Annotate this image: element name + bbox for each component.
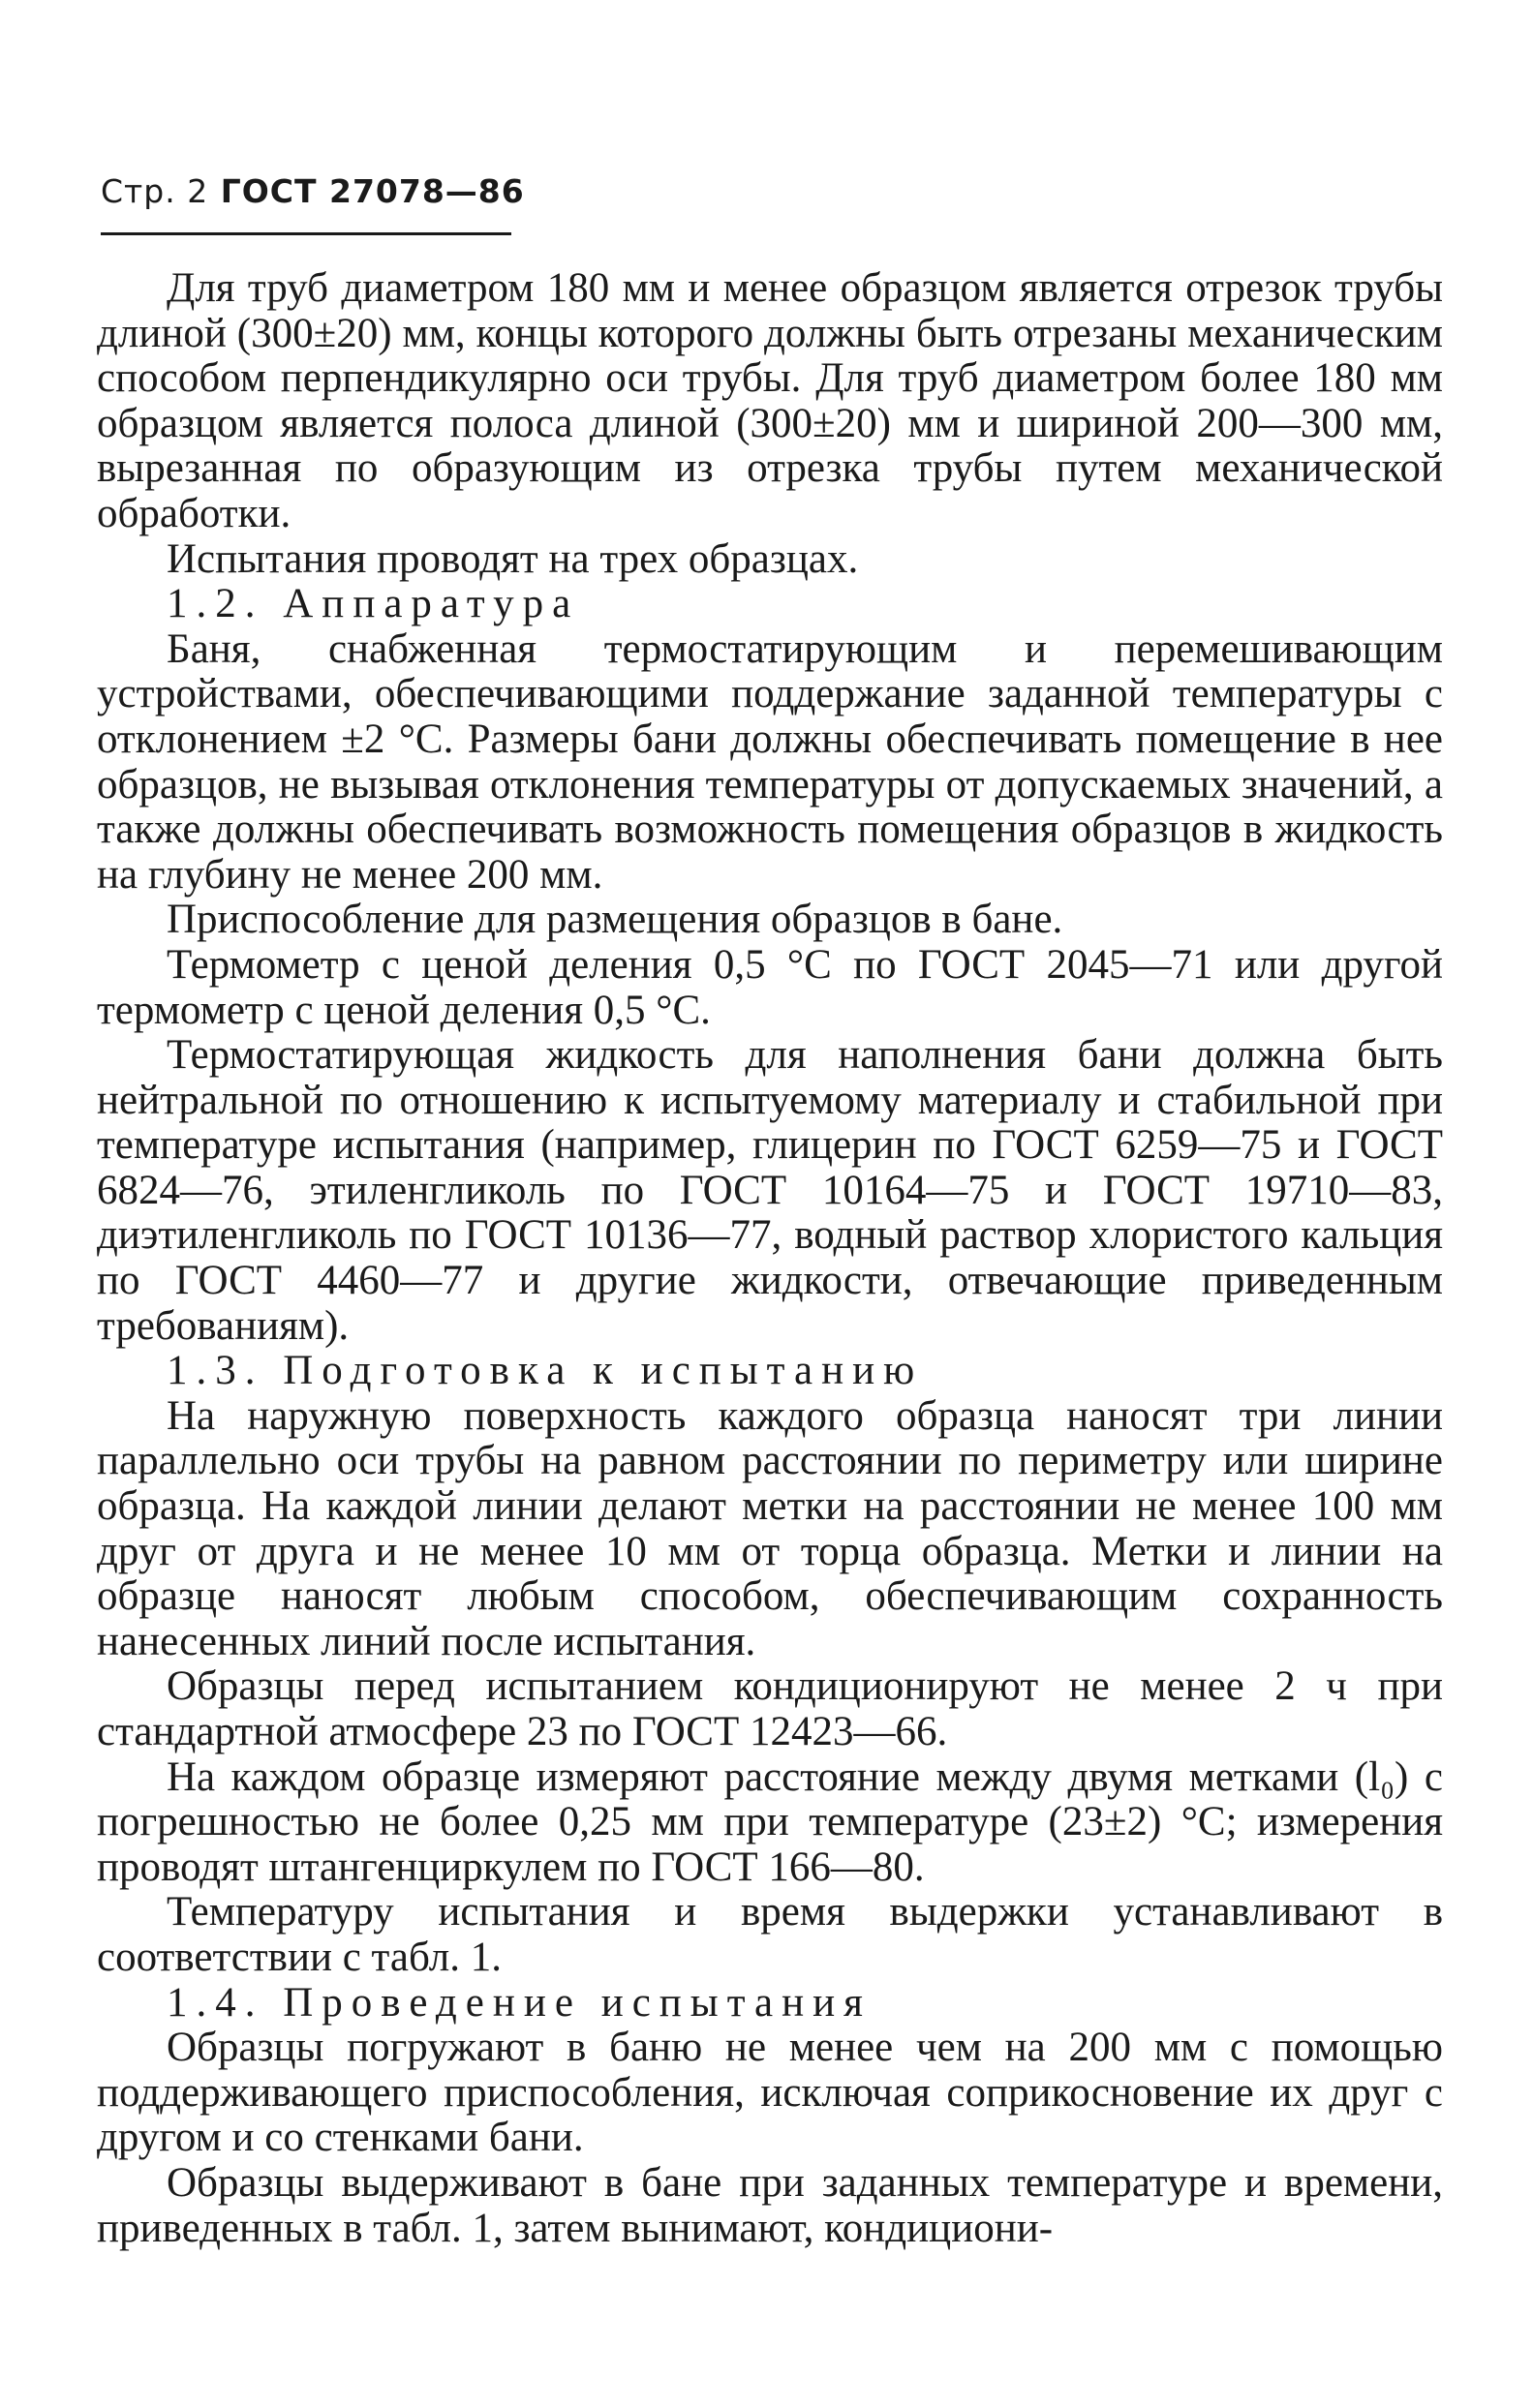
paragraph-thermometer: Термометр с ценой деления 0,5 °С по ГОСТ 2045—71 или другой термометр с ценой деления 0,5 °С. xyxy=(97,941,1443,1033)
header-rule xyxy=(101,232,511,235)
paragraph-exposure: Образцы выдерживают в бане при заданных температуре и времени, приведенных в табл. 1, затем вынимают, кондициони- xyxy=(97,2159,1443,2251)
paragraph-conditioning: Образцы перед испытанием кондиционируют не менее 2 ч при стандартной атмосфере 23 по ГОСТ 12423—66. xyxy=(97,1663,1443,1754)
paragraph-specimen: Для труб диаметром 180 мм и менее образцом является отрезок трубы длиной (300±20) мм, концы которого должны быть отрезаны механическим способом перпендикулярно оси трубы. Для труб диаметром более 180 мм образцом является полоса длиной (300±20) мм и шириной 200—300 мм, вырезанная по образующим из отрезка трубы путем механической обработки. xyxy=(97,265,1443,536)
paragraph-test-count: Испытания проводят на трех образцах. xyxy=(167,535,859,582)
paragraph-fixture: Приспособление для размещения образцов в бане. xyxy=(167,897,1063,943)
document-body xyxy=(97,266,1443,2251)
paragraph-measurement: На каждом образце измеряют расстояние между двумя метками (l₀) с погрешностью не более 0,25 мм при температуре (23±2) °С; измерения проводят штангенциркулем по ГОСТ 166—80. xyxy=(97,1753,1443,1890)
standard-title: ГОСТ 27078—86 xyxy=(220,172,525,210)
section-heading-apparatus: 1.2. Аппаратура xyxy=(167,581,580,627)
paragraph-temperature: Температуру испытания и время выдержки устанавливают в соответствии с табл. 1. xyxy=(97,1889,1443,1980)
paragraph-marking: На наружную поверхность каждого образца наносят три линии параллельно оси трубы на равном расстоянии по периметру или ширине образца. На каждой линии делают метки на расстоянии не менее 100 мм друг от друга и не менее 10 мм от торца образца. Метки и линии на образце наносят любым способом, обеспечивающим сохранность нанесенных линий после испытания. xyxy=(97,1392,1443,1664)
page-number: Стр. 2 xyxy=(101,172,209,210)
section-heading-procedure: 1.4. Проведение испытания xyxy=(167,1979,872,2026)
paragraph-immersion: Образцы погружают в баню не менее чем на 200 мм с помощью поддерживающего приспособления, исключая соприкосновение их друг с другом и со стенками бани. xyxy=(97,2025,1443,2161)
section-heading-preparation: 1.3. Подготовка к испытанию xyxy=(167,1348,924,1394)
paragraph-liquid: Термостатирующая жидкость для наполнения бани должна быть нейтральной по отношению к испытуемому материалу и стабильной при температуре испытания (например, глицерин по ГОСТ 6259—75 и ГОСТ 6824—76, этиленгликоль по ГОСТ 10164—75 и ГОСТ 19710—83, диэтиленгликоль по ГОСТ 10136—77, водный раствор хлористого кальция по ГОСТ 4460—77 и другие жидкости, отвечающие приведенным требованиям). xyxy=(97,1032,1443,1349)
paragraph-bath: Баня, снабженная термостатирующим и перемешивающим устройствами, обеспечивающими поддержание заданной температуры с отклонением ±2 °С. Размеры бани должны обеспечивать помещение в нее образцов, не вызывая отклонения температуры от допускаемых значений, а также должны обеспечивать возможность помещения образцов в жидкость на глубину не менее 200 мм. xyxy=(97,625,1443,898)
page-header xyxy=(101,172,525,210)
